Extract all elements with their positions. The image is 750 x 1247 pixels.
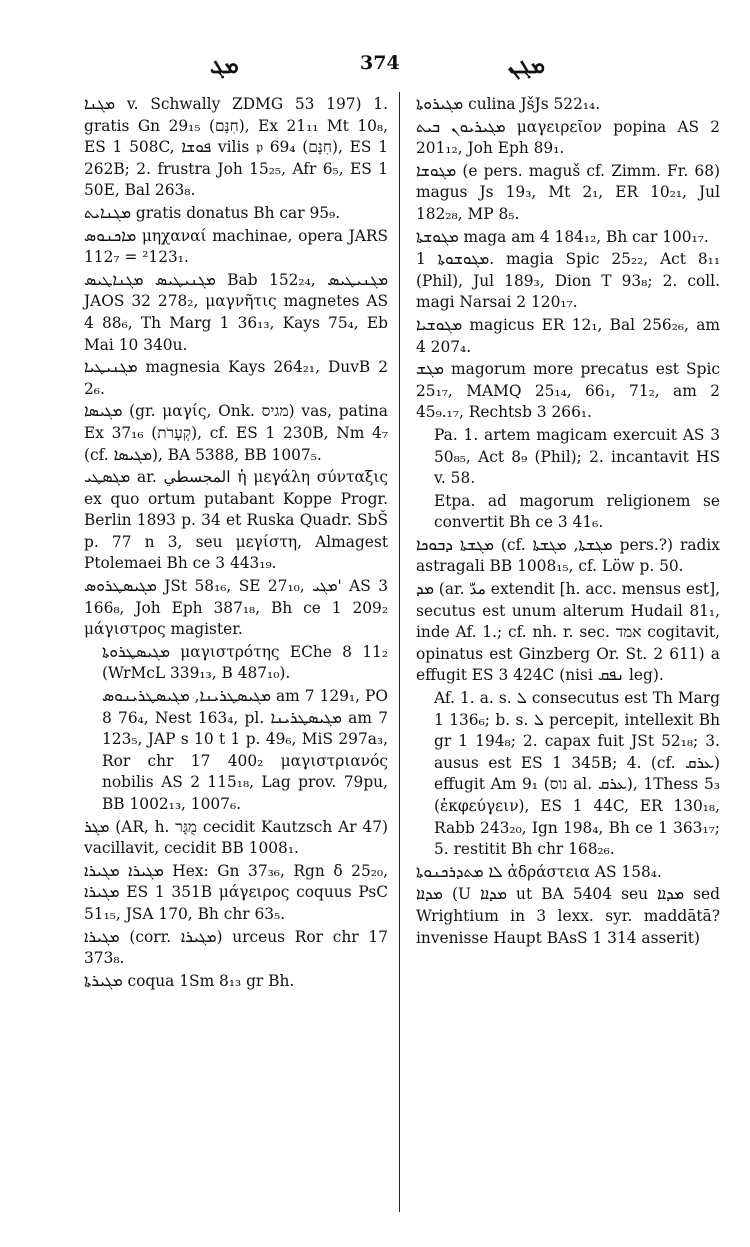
entry: ܡܓܫ magorum more precatus est Spic 25₁₇, MAMQ 25₁₄, 66₁, 71₂, am 2 45₉.₁₇, Rechtsb 3 266₁.	[416, 360, 720, 422]
entry: ܡܓܝܪܝܘܢ ܒܝܬ μαγειρεῖον popina AS 2 201₁₂, Joh Eph 89₁.	[416, 117, 721, 158]
entry: Af. 1. a. s. ܠ consecutus est Th Marg 1 136₆; b. s. ܠ percepit, intellexit Bh gr 1 194₈; 2. capax fuit JSt 52₁₈; 3. ausus est ES 1 345B; 4. (cf. ܥܪܩ) effugit Am 9₁ (נוס al. ܥܪܩ), 1Thess 5₃ (ἐκφεύγειν), ES 1 44C, ER 130₁₈, Rabb 243₂₀, Ign 198₄, Bh ce 1 363₁₇; 5. restitit Bh chr 168₂₆.	[434, 689, 721, 859]
entry: ܡܓܘܫܘܬܐ 1. magia Spic 25₂₂, Act 8₁₁ (Phil), Jul 189₃, Dion T 93₈; 2. coll. magi Narsai 2 120₁₇.	[416, 250, 720, 312]
entry: ܡܕ (ar. مدّ extendit [h. acc. mensus est], secutus est unum alterum Hudail 81₁, inde Af. 1.; cf. nh. r. sec. אמד cogitavit, opinatus est Ginzberg Or. St. 2 611) a effugit ES 3 424C (nisi ܢܦܩ leg).	[416, 580, 720, 685]
entry: ܡܓܝܣܛܪܘܬܐ μαγιστρότης EChe 8 11₂ (WrMcL 339₁₃, B 487₁₀).	[102, 642, 388, 683]
entry: ܡܓܝܪܘܬܐ culina JšJs 522₁₄.	[416, 95, 601, 113]
entry: ܡܓܝܣܐ (gr. μαγίς, Onk. מגיס) vas, patina Ex 37₁₆ (קְעָרֹת), cf. ES 1 230B, Nm 4₇ (cf. ܡܓܝܣܐ), BA 5388, BB 1007₅.	[84, 402, 388, 464]
header-left-catchword: ܡܓ	[210, 54, 239, 79]
entry: ܡܕܐܐ (U ܡܕܐܐ ut BA 5404 seu ܡܕܐܐ sed Wrightium in 3 lexx. syr. maddātā? invenisse Haupt BAsS 1 314 asserit)	[416, 885, 720, 947]
entry: ܡܓܫܬܐ ܕܒܘܟܐ (cf. ܡܓܫܬܐ, ܡܓܫܬܐ pers.?) radix astragali BB 1008₁₅, cf. Löw p. 50.	[416, 535, 720, 576]
entry: ܡܓܢܐܝܬ gratis donatus Bh car 95₉.	[84, 203, 341, 222]
header-right-catchword: ܡܓܢ	[508, 54, 545, 79]
entry: ܠܐ ܡܬܕܪܟܢܘܬܐ ἀδράστεια AS 158₄.	[416, 862, 662, 881]
entry: Etpa. ad magorum religionem se convertit Bh ce 3 41₆.	[434, 491, 720, 532]
entry: ܡܓܢܐ v. Schwally ZDMG 53 197) 1. gratis Gn 29₁₅ (חִנָּם), Ex 21₁₁ Mt 10₈, ES 1 508C, ܦܘܫܐ vilis 𝔭 69₄ (חִנָּם), ES 1 262B; 2. frustra Joh 15₂₅, Afr 6₅, ES 1 50E, Bal 263₈.	[84, 95, 388, 200]
entry: ܡܓܝܣܛܪܘܣ JSt 58₁₆, SE 27₁₀, ܡܓܝ' AS 3 166₈, Joh Eph 387₁₈, Bh ce 1 209₂ μάγιστρος magister.	[84, 577, 388, 639]
entry: ܡܓܝܪܬܐ coqua 1Sm 8₁₃ gr Bh.	[84, 971, 295, 990]
entry: ܡܓܪ (AR, h. מֻגָּר cecidit Kautzsch Ar 47) vacillavit, cecidit BB 1008₁.	[84, 817, 388, 858]
entry: Pa. 1. artem magicam exercuit AS 3 50₈₅, Act 8₉ (Phil); 2. incantavit HS v. 58.	[434, 425, 720, 488]
right-column	[416, 94, 720, 950]
entry: ܡܓܝܪܐ ܡܓܝܪܐ Hex: Gn 37₃₆, Rgn δ 25₂₀, ܡܓܝܪܐ ES 1 351B μάγειρος coquus PsC 51₁₅, JSA 170, Bh chr 63₅.	[84, 861, 388, 923]
entry: ܡܓܢܝܛܝܣ ܡܓܢܐܛܝܣ Bab 152₂₄, ܡܓܢܝܛܝܣ JAOS 32 278₂, μαγνῆτις magnetes AS 4 88₆, Th Marg 1 36₁₃, Kays 75₄, Eb Mai 10 340u.	[84, 270, 388, 354]
left-column	[84, 94, 388, 993]
entry: ܡܓܣܛܝ ar. المجسطي ἡ μεγάλη σύνταξις ex quo ortum putabant Koppe Progr. Berlin 1893 p. 34 et Ruska Quadr. SbŠ p. 77 n 3, seu μεγίστη, Almagest Ptolemaei Bh ce 3 443₁₉.	[84, 468, 388, 573]
entry: ܡܓܘܫܝܐ magicus ER 12₁, Bal 256₂₆, am 4 207₄.	[416, 315, 720, 356]
entry: ܡܓܘܫܐ (e pers. maguš cf. Zimm. Fr. 68) magus Js 19₃, Mt 2₁, ER 10₂₁, Jul 182₂₈, MP 8₅.	[416, 161, 720, 223]
entry: ܡܓܝܪܐ (corr. ܡܓܝܪܐ) urceus Ror chr 17 373₈.	[84, 927, 388, 968]
entry: ܡܐܟܢܘܣ μηχαναί machinae, opera JARS 112₇ = ²123₁.	[84, 226, 388, 267]
entry: ܡܓܢܝܛܝܐ magnesia Kays 264₂₁, DuvB 2 2₆.	[84, 358, 388, 398]
page-header	[0, 52, 750, 82]
entry: ܡܓܘܫܬܐ maga am 4 184₁₂, Bh car 100₁₇.	[416, 227, 709, 246]
entry: ܡܓܝܣܛܪܝܢܐ, ܡܓܝܣܛܪܝܢܘܣ am 7 129₁, PO 8 76₄, Nest 163₄, pl. ܡܓܝܣܛܪܝܢܐ am 7 123₅, JAP s 10 t 1 p. 49₆, MiS 297a₃, Ror chr 17 400₂ μαγιστριανός nobilis AS 2 115₁₈, Lag prov. 79pu, BB 1002₁₃, 1007₆.	[102, 687, 388, 813]
page-number: 374	[360, 52, 400, 74]
column-divider	[399, 92, 400, 1212]
